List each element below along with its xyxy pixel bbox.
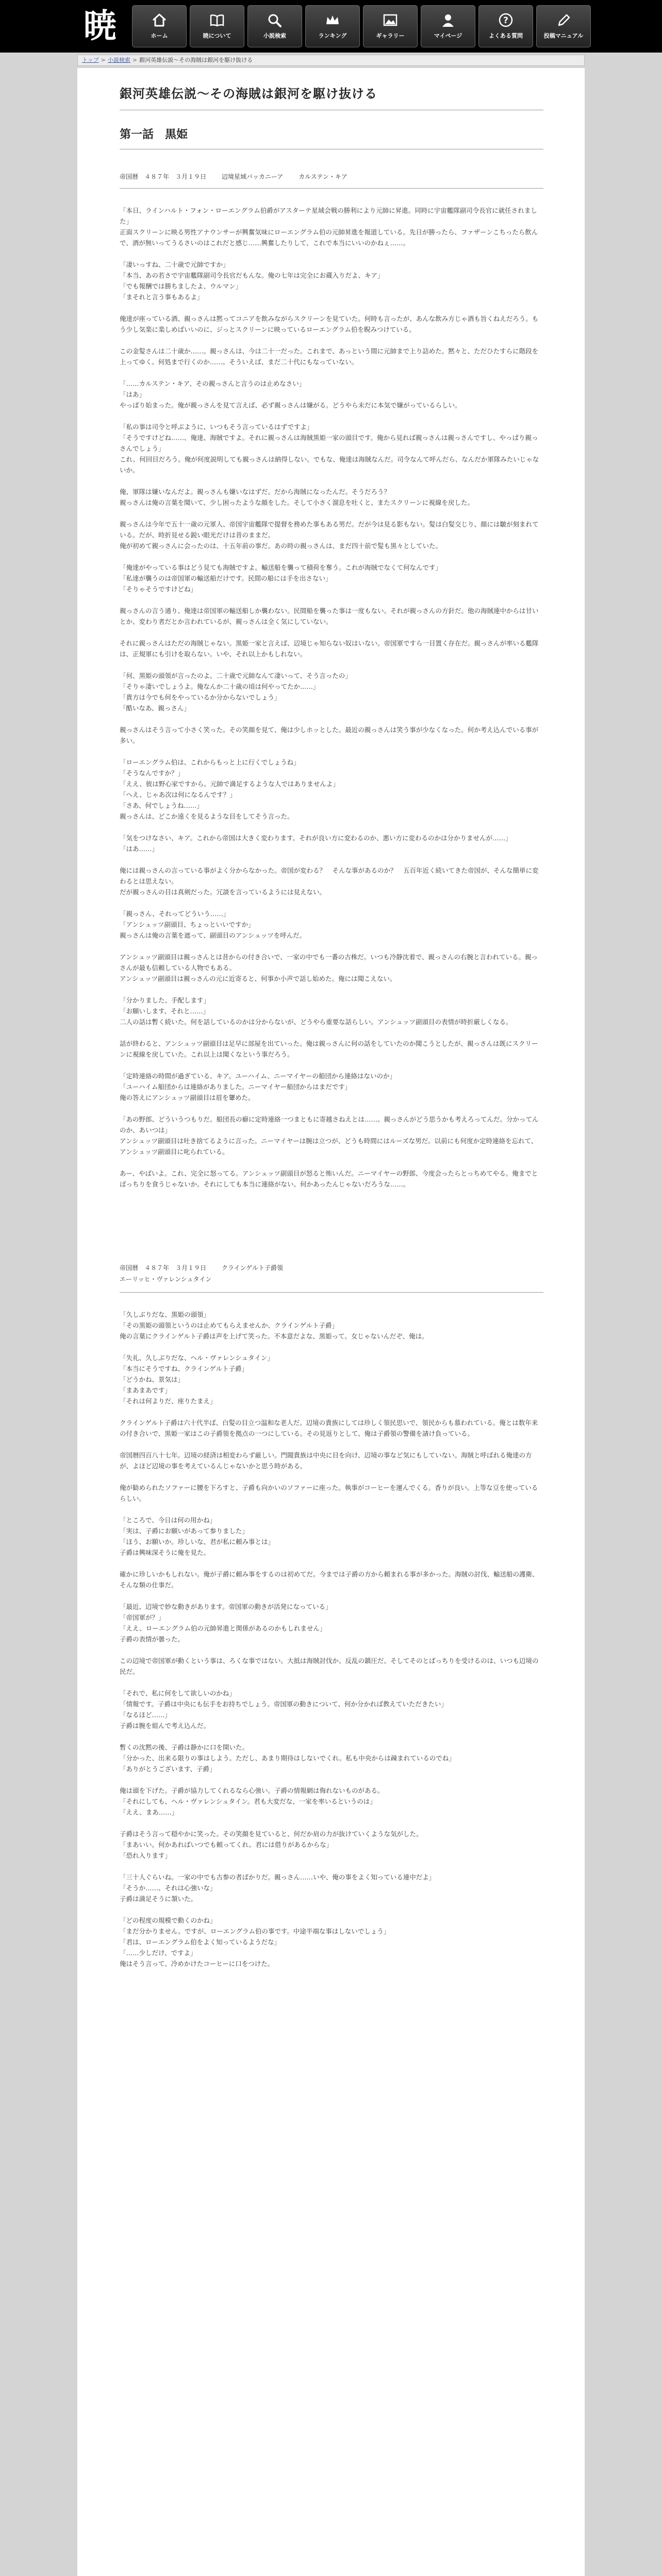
nav-mypage-label: マイページ: [434, 32, 462, 39]
story-paragraph: 親っさんはそう言って小さく笑った。その笑顔を見て、俺は少しホッとした。最近の親っさんは笑う事が少なくなった。何か考え込んでいる事が多い。: [120, 726, 539, 744]
story-paragraph: 親っさんは今年で五十一歳の元軍人、帝国宇宙艦隊で提督を務めた事もある男だ。だが今は見る影もない。髪は白髪交じり、顔には皺が刻まれている。だが、時折見せる鋭い眼光だけは昔のままだ。 俺が初めて親っさんに会ったのは、十五年前の事だ。あの時の親っさんは、まだ四十前で髪も黒々としていた。: [120, 520, 539, 550]
story-paragraph: 「久しぶりだな、黒姫の頭領」 「その黒姫の頭領というのは止めてもらえませんか、クラインゲルト子爵」 俺の言葉にクラインゲルト子爵は声を上げて笑った。不本意だよな、黒姫って。女じゃないんだぞ、俺は。: [120, 1311, 428, 1340]
question-icon: [497, 13, 515, 27]
story-paragraph: 「何、黒姫の頭領が言ったのよ。二十歳で元帥なんて凄いって、そう言ったの」 「そりゃ凄いでしょうよ。俺なんか二十歳の頃は何やってたか……」 「貴方は今でも何をやっているか分からないでしょう」 「酷いなあ、親っさん」: [120, 672, 352, 712]
nav-faq[interactable]: [478, 5, 533, 47]
novel-title[interactable]: 銀河英雄伝説～その海賊は銀河を駆け抜ける: [120, 83, 543, 110]
story-paragraph: 「それで、私に何をして欲しいのかね」 「情報です。子爵は中央にも伝手をお持ちでしょう。帝国軍の動きについて、何か分かれば教えていただきたい」 「なるほど……」 子爵は腕を組んで考え込んだ。: [120, 1689, 448, 1730]
chapter-body: [120, 205, 543, 1190]
log-place: クラインゲルト子爵領: [221, 1264, 284, 1272]
log-era: 帝国暦 ４８７年 ３月１９日: [120, 1264, 207, 1272]
novel-page: [77, 68, 585, 2576]
book-icon: [208, 13, 226, 27]
log-era: 帝国暦 ４８７年 ３月１９日: [120, 173, 207, 180]
story-paragraph: 「……カルステン・キア、その親っさんと言うのは止めなさい」 「はあ」 やっぱり始まった。俺が親っさんを見て言えば、必ず親っさんは嫌がる。どうやら未だに本気で嫌がっているらしい。: [120, 380, 461, 409]
story-paragraph: 「ところで、今日は何の用かね」 「実は、子爵にお願いがあって参りました」 「ほう、お願いか。珍しいな、君が私に頼み事とは」 子爵は興味深そうに俺を見た。: [120, 1516, 275, 1556]
log-header: [120, 172, 543, 189]
story-paragraph: 俺には親っさんの言っている事がよく分からなかった。帝国が変わる？ そんな事があるのか？ 五百年近く続いてきた帝国が、そんな簡単に変わるとは思えない。 だが親っさんの目は真剣だった。冗談を言っているようには見えない。: [120, 867, 539, 896]
story-paragraph: 暫くの沈黙の後、子爵は静かに口を開いた。 「分かった、出来る限りの事はしよう。ただし、あまり期待はしないでくれ。私も中央からは疎まれているのでね」 「ありがとうございます、子爵」: [120, 1743, 455, 1773]
story-paragraph: 「あの野郎、どういうつもりだ。船団長の癖に定時連絡一つまともに寄越さねえとは……。親っさんがどう思うかも考えろってんだ。分かってんのか、あいつは」 アンシュッツ副頭目は吐き捨てるように言った。ニーマイヤーは腕は立つが、どうも時間にはルーズな男だ。以前にも何度か定時連絡を忘れて、アンシュッツ副頭目に叱られている。: [120, 1115, 539, 1156]
story-paragraph: 俺は頭を下げた。子爵が協力してくれるなら心強い。子爵の情報網は侮れないものがある。 「それにしても、ヘル・ヴァレンシュタイン。君も大変だな、一家を率いるというのは」 「ええ、まあ……」: [120, 1787, 384, 1816]
search-icon: [266, 13, 284, 27]
story-paragraph: アンシュッツ副頭目は親っさんとは昔からの付き合いで、一家の中でも一番の古株だ。いつも冷静沈着で、親っさんの右腕と言われている。親っさんが最も信頼している人物でもある。 アンシュッツ副頭目は親っさんの元に近寄ると、何事か小声で話し始めた。俺には聞こえない。: [120, 953, 538, 982]
story-paragraph: あー、やばいよ。これ、完全に怒ってる。アンシュッツ副頭目が怒ると怖いんだ。ニーマイヤーの野郎、今度会ったらとっちめてやる。俺までとばっちりを食うじゃないか。それにしても本当に連絡がない。何かあったんじゃないだろうな……。: [120, 1170, 538, 1188]
story-paragraph: 「最近、辺境で妙な動きがあります。帝国軍の動きが活発になっている」 「帝国軍が？」 「ええ、ローエングラム伯の元帥昇進と関係があるのかもしれません」 子爵の表情が曇った。: [120, 1603, 332, 1643]
nav-manual-label: 投稿マニュアル: [543, 32, 584, 39]
story-paragraph: 俺達が座っている酒、親っさんは黙ってコニアを飲みながらスクリーンを見ていた。何時も言ったが、あんな飲み方じゃ酒も旨くねえだろう。もう少し気楽に楽しめばいいのに、ジっとスクリーンに映っているローエングラム伯を睨みつけている。: [120, 315, 539, 333]
section-spacer: [120, 1200, 543, 1262]
story-paragraph: 「俺達がやっている事はどう見ても海賊ですよ。輸送船を襲って積荷を奪う。これが海賊でなくて何なんです」 「私達が襲うのは帝国軍の輸送船だけです。民間の船には手を出さない」 「そりゃそうですけどね」: [120, 564, 442, 593]
story-paragraph: 「私の事は司令と呼ぶように、いつもそう言っているはずですよ」 「そうですけどね……、俺達、海賊ですよ。それに親っさんは海賊黒姫一家の頭目です。俺から見れば親っさんは親っさんですし、やっぱり親っさんでしょう」 これ、何回目だろう。俺が何度説明しても親っさんは納得しない。でもな、俺達は海賊なんだ。司令なんて呼んだら、なんだか軍隊みたいじゃないか。: [120, 423, 539, 474]
breadcrumb-separator: >: [132, 57, 138, 63]
log-place: 辺境星域バッカニーア: [221, 173, 284, 180]
nav-about-label: 暁について: [203, 32, 231, 39]
story-paragraph: 「失礼、久しぶりだな、ヘル・ヴァレンシュタイン」 「本当にそうですね、クラインゲルト子爵」 「どうかね、景気は」 「まあまあです」 「それは何よりだ、座りたまえ」: [120, 1354, 274, 1405]
story-paragraph: 話が終わると、アンシュッツ副頭目は足早に部屋を出ていった。俺は親っさんに何の話をしていたのか聞こうとしたが、親っさんは既にスクリーンに視線を戻していた。これ以上は聞くなという事だろう。: [120, 1040, 538, 1058]
breadcrumb-separator: >: [101, 57, 106, 63]
nav-ranking-label: ランキング: [318, 32, 347, 39]
site-logo[interactable]: 暁: [84, 7, 117, 45]
nav-search-label: 小説検索: [263, 32, 286, 39]
story-paragraph: それに親っさんはただの海賊じゃない。黒姫一家と言えば、辺境じゃ知らない奴はいない。帝国軍ですら一目置く存在だ。親っさんが率いる艦隊は、正規軍にも引けを取らない。いや、それ以上かもしれない。: [120, 639, 539, 658]
story-paragraph: 「ローエングラム伯は、これからもっと上に行くでしょうね」 「そうなんですか？」 「ええ、彼は野心家ですから。元帥で満足するような人ではありませんよ」 「へえ、じゃあ次は何になるんです？」 「さあ、何でしょうね……」 親っさんは、どこか遠くを見るような目をしてそう言った。: [120, 758, 339, 820]
nav-gallery[interactable]: [363, 5, 418, 47]
log-person: カルステン・キア: [299, 173, 347, 180]
nav-mypage[interactable]: [421, 5, 475, 47]
story-paragraph: この金髪さんは二十歳か……。親っさんは、今は二十一だった。これまで、あっという間に元帥まで上り詰めた。黙々と、ただひたすらに階段を上ってゆく。何処まで行くのか……。そういえば、まだ二十代にもなっていない。: [120, 347, 539, 366]
home-icon: [151, 13, 168, 27]
breadcrumb-search[interactable]: 小説検索: [107, 57, 130, 63]
story-paragraph: クラインゲルト子爵は六十代半ば、白髪の目立つ温和な老人だ。辺境の貴族にしては珍しく領民思いで、領民からも慕われている。俺とは数年来の付き合いで、黒姫一家はこの子爵領を拠点の一つにしている。その見返りとして、俺は子爵領の警備を請け負っている。: [120, 1419, 538, 1437]
pen-icon: [555, 13, 572, 27]
story-paragraph: 「どの程度の規模で動くのかね」 「まだ分かりません。ですが、ローエングラム伯の事です。中途半端な事はしないでしょう」 「君は、ローエングラム伯をよく知っているようだな」 「……少しだけ、ですよ」 俺はそう言って、冷めかけたコーヒーに口をつけた。: [120, 1917, 390, 1968]
main-nav: [132, 5, 591, 47]
story-paragraph: 「定時連絡の時間が過ぎている、キア。ユーハイム、ニーマイヤーの船団から連絡はないのか」 「ユーハイム船団からは連絡がありました。ニーマイヤー船団からはまだです」 俺の答えにアンシュッツ副頭目は眉を顰めた。: [120, 1072, 396, 1101]
nav-manual[interactable]: [536, 5, 591, 47]
story-paragraph: 「凄いっすね、二十歳で元帥ですか」 「本当、あの若さで宇宙艦隊副司令長官だもんな。俺の七年は完全にお蔵入りだよ、キア」 「でも報酬では勝ちましたよ、ウルマン」 「まそれと言う事もあるよ」: [120, 261, 384, 301]
log-person: エーリッヒ・ヴァレンシュタイン: [120, 1276, 212, 1283]
svg-text:?: ?: [503, 15, 508, 26]
story-paragraph: 俺が勧められたソファーに腰を下ろすと、子爵も向かいのソファーに座った。執事がコーヒーを運んでくる。香りが良い。上等な豆を使っているらしい。: [120, 1484, 538, 1502]
story-paragraph: 「親っさん、それってどういう……」 「アンシュッツ副頭目、ちょっといいですか」 親っさんは俺の言葉を遮って、副頭目のアンシュッツを呼んだ。: [120, 910, 306, 939]
breadcrumb-current[interactable]: 銀河英雄伝説～その海賊は銀河を駆け抜ける: [139, 57, 253, 63]
nav-about[interactable]: [190, 5, 244, 47]
log-header: [120, 1262, 543, 1293]
story-paragraph: 俺、軍隊は嫌いなんだよ。親っさんも嫌いなはずだ。だから海賊になったんだ。そうだろう？ 親っさんは俺の言葉を聞いて、少し困ったような顔をした。そして小さく溜息を吐くと、またスクリーンに視線を戻した。: [120, 488, 474, 506]
story-paragraph: 「分かりました、手配します」 「お願いします、それと……」 二人の話は暫く続いた。何を話しているのかは分からないが、どうやら重要な話らしい。アンシュッツ副頭目の表情が時折厳しくなる。: [120, 996, 512, 1026]
story-paragraph: 確かに珍しいかもしれない。俺が子爵に頼み事をするのは初めてだ。今までは子爵の方から頼まれる事が多かった。海賊の討伐、輸送船の護衛、そんな類の仕事だ。: [120, 1570, 539, 1589]
chapter-title: 第一話 黒姫: [120, 126, 543, 149]
nav-search[interactable]: [247, 5, 302, 47]
chapter-body: [120, 1309, 543, 1969]
story-paragraph: この辺境で帝国軍が動くという事は、ろくな事ではない。大抵は海賊討伐か、反乱の鎮圧だ。そしてそのとばっちりを受けるのは、いつも辺境の民だ。: [120, 1657, 539, 1675]
nav-ranking[interactable]: [305, 5, 360, 47]
breadcrumb-top[interactable]: トップ: [82, 57, 99, 63]
story-paragraph: 親っさんの言う通り、俺達は帝国軍の輸送船しか襲わない。民間船を襲った事は一度もない。それが親っさんの方針だ。他の海賊連中からは甘いとか、変わり者だとか言われているが、親っさんは全く気にしていない。: [120, 607, 539, 625]
breadcrumb: [77, 55, 585, 66]
story-paragraph: 「本日、ラインハルト・フォン・ローエングラム伯爵がアスターテ星域会戦の勝利により元帥に昇進。同時に宇宙艦隊副司令長官に就任されました」 正面スクリーンに映る男性アナウンサーが興奮気味にローエングラム伯の元帥昇進を報道している。先日が勝ったら、ファザーンこちったら飲んで、酒が無いってうるさいのはこれだと感じ……興奮したりして、これで本当にいいのかねぇ……。: [120, 207, 538, 247]
nav-gallery-label: ギャラリー: [376, 32, 405, 39]
nav-faq-label: よくある質問: [489, 32, 523, 39]
nav-home[interactable]: [132, 5, 187, 47]
story-paragraph: 帝国暦四百八十七年。辺境の経済は相変わらず厳しい。門閥貴族は中央に目を向け、辺境の事など気にもしていない。海賊と呼ばれる俺達の方が、よほど辺境の事を考えているんじゃないかと思う時がある。: [120, 1451, 532, 1470]
story-paragraph: 子爵はそう言って穏やかに笑った。その笑顔を見ていると、何だか肩の力が抜けていくような気がした。 「まあいい。何かあればいつでも頼ってくれ。君には借りがあるからな」 「恐れ入ります」: [120, 1830, 423, 1859]
picture-icon: [382, 13, 399, 27]
story-paragraph: 「三十人ぐらいね。一家の中でも古参の者ばかりだ。親っさん……いや、俺の事をよく知っている連中だよ」 「そうか……、それは心強いな」 子爵は満足そうに頷いた。: [120, 1873, 436, 1903]
nav-home-label: ホーム: [151, 32, 168, 39]
crown-icon: [324, 13, 341, 27]
story-paragraph: 「気をつけなさい、キア。これから帝国は大きく変わります。それが良い方に変わるのか、悪い方に変わるのかは分かりませんが……」 「はあ……」: [120, 834, 512, 853]
site-header: [0, 0, 662, 53]
user-icon: [439, 13, 457, 27]
